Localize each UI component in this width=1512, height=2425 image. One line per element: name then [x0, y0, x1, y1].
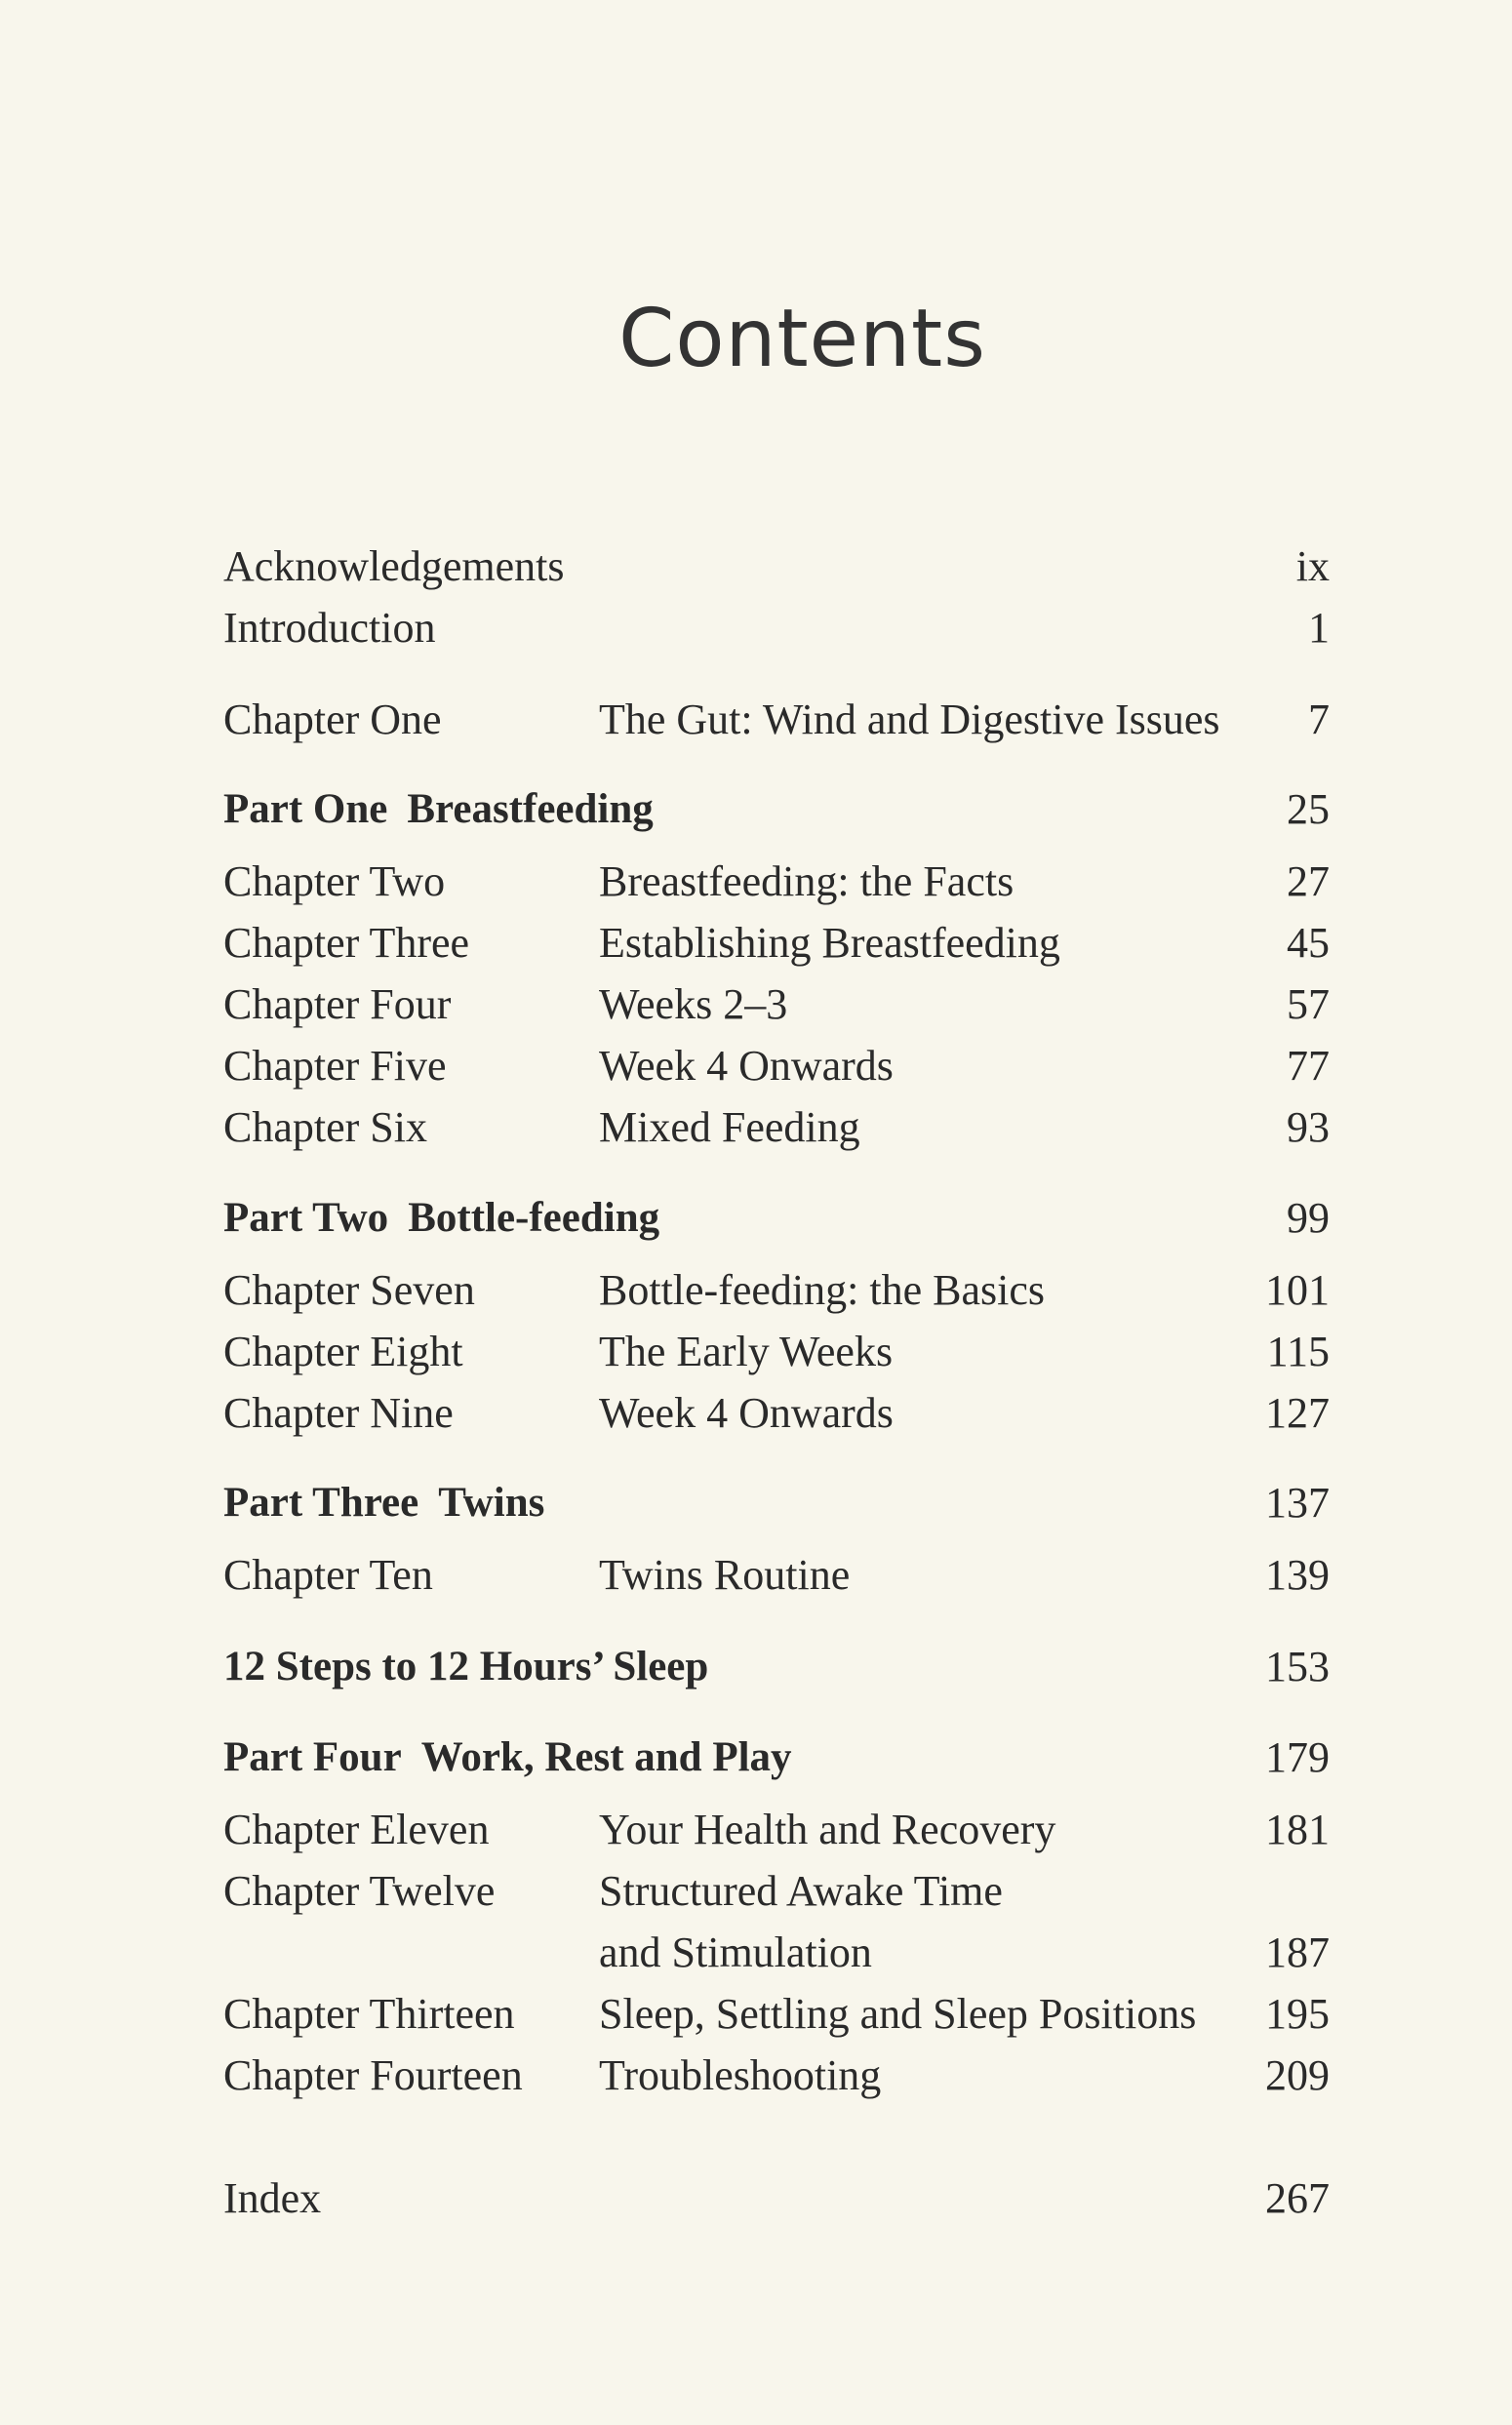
page-number: 1	[1308, 604, 1330, 652]
page-number: 93	[1287, 1103, 1330, 1151]
chapter-label: Chapter Eleven	[223, 1806, 490, 1853]
toc-entry-chapter-thirteen[interactable]	[223, 1985, 1330, 2044]
chapter-title-line2: and Stimulation	[599, 1928, 872, 1976]
chapter-title-line1: Structured Awake Time	[599, 1867, 1003, 1915]
toc-entry-acknowledgements[interactable]	[223, 537, 1330, 596]
part-heading	[223, 780, 654, 839]
part-heading	[223, 1189, 659, 1248]
toc-entry-chapter-twelve-cont[interactable]	[223, 1924, 1330, 1982]
toc-part-two[interactable]	[223, 1189, 1330, 1248]
chapter-title: Weeks 2–3	[599, 980, 788, 1028]
part-label: Part One	[223, 786, 388, 832]
toc-entry-chapter-two[interactable]	[223, 853, 1330, 911]
toc-entry-chapter-eight[interactable]	[223, 1323, 1330, 1381]
toc-entry-chapter-one[interactable]	[223, 691, 1330, 749]
section-heading: 12 Steps to 12 Hours’ Sleep	[223, 1644, 709, 1690]
page-number: 7	[1308, 696, 1330, 743]
entry-label: Introduction	[223, 604, 436, 652]
chapter-title: Week 4 Onwards	[599, 1042, 894, 1090]
page-number: 45	[1287, 919, 1330, 967]
chapter-title: Week 4 Onwards	[599, 1389, 894, 1437]
entry-label: Index	[223, 2174, 322, 2222]
part-label: Part Two	[223, 1195, 389, 1241]
part-title: Work, Rest and Play	[420, 1734, 792, 1780]
chapter-title: The Gut: Wind and Digestive Issues	[599, 696, 1220, 743]
chapter-label: Chapter Five	[223, 1042, 447, 1090]
part-label: Part Four	[223, 1734, 402, 1780]
chapter-label: Chapter Seven	[223, 1266, 475, 1314]
page-number: ix	[1295, 542, 1330, 590]
part-title: Bottle-feeding	[408, 1195, 660, 1241]
chapter-label: Chapter Twelve	[223, 1867, 496, 1915]
toc-entry-introduction[interactable]	[223, 599, 1330, 657]
chapter-label: Chapter One	[223, 696, 442, 743]
page-number: 127	[1265, 1389, 1330, 1437]
page-number: 187	[1265, 1928, 1330, 1976]
page-number: 137	[1265, 1479, 1330, 1527]
chapter-title: Sleep, Settling and Sleep Positions	[599, 1990, 1197, 2038]
toc-entry-chapter-eleven[interactable]	[223, 1801, 1330, 1859]
chapter-title: Mixed Feeding	[599, 1103, 860, 1151]
part-title: Breastfeeding	[407, 786, 654, 832]
page-number: 181	[1265, 1806, 1330, 1853]
page-number: 27	[1287, 857, 1330, 905]
chapter-title: Troubleshooting	[599, 2051, 882, 2099]
chapter-label: Chapter Four	[223, 980, 452, 1028]
chapter-title: Breastfeeding: the Facts	[599, 857, 1015, 905]
toc-entry-chapter-four[interactable]	[223, 975, 1330, 1034]
part-title: Twins	[438, 1480, 545, 1526]
chapter-title: Establishing Breastfeeding	[599, 919, 1060, 967]
chapter-title: Twins Routine	[599, 1551, 851, 1599]
toc-entry-chapter-fourteen[interactable]	[223, 2047, 1330, 2105]
page-number: 115	[1266, 1328, 1330, 1375]
toc-entry-12-steps[interactable]	[223, 1638, 1330, 1696]
part-label: Part Three	[223, 1480, 419, 1526]
chapter-label: Chapter Thirteen	[223, 1990, 515, 2038]
toc-entry-chapter-three[interactable]	[223, 914, 1330, 973]
toc-entry-chapter-ten[interactable]	[223, 1546, 1330, 1605]
part-heading	[223, 1729, 792, 1787]
chapter-title: Bottle-feeding: the Basics	[599, 1266, 1045, 1314]
chapter-label: Chapter Eight	[223, 1328, 463, 1375]
chapter-label: Chapter Two	[223, 857, 446, 905]
page-number: 99	[1287, 1194, 1330, 1242]
page-number: 57	[1287, 980, 1330, 1028]
toc-entry-chapter-nine[interactable]	[223, 1384, 1330, 1443]
toc-entry-chapter-twelve[interactable]	[223, 1862, 1330, 1921]
chapter-title: The Early Weeks	[599, 1328, 894, 1375]
page-number: 139	[1265, 1551, 1330, 1599]
page-number: 25	[1287, 785, 1330, 833]
chapter-label: Chapter Ten	[223, 1551, 433, 1599]
entry-label: Acknowledgements	[223, 542, 565, 590]
page-number: 77	[1287, 1042, 1330, 1090]
toc-part-four[interactable]	[223, 1729, 1330, 1787]
toc-entry-chapter-five[interactable]	[223, 1037, 1330, 1095]
chapter-label: Chapter Six	[223, 1103, 427, 1151]
page-number: 179	[1265, 1733, 1330, 1781]
chapter-label: Chapter Nine	[223, 1389, 454, 1437]
toc-entry-index[interactable]	[223, 2169, 1330, 2228]
page-number: 195	[1265, 1990, 1330, 2038]
page-number: 267	[1265, 2174, 1330, 2222]
chapter-label: Chapter Fourteen	[223, 2051, 523, 2099]
page-title: Contents	[618, 293, 986, 385]
part-heading	[223, 1474, 544, 1532]
chapter-label: Chapter Three	[223, 919, 470, 967]
toc-entry-chapter-seven[interactable]	[223, 1261, 1330, 1320]
chapter-title: Your Health and Recovery	[599, 1806, 1056, 1853]
toc-entry-chapter-six[interactable]	[223, 1098, 1330, 1157]
page-number: 153	[1265, 1643, 1330, 1690]
page-number: 209	[1265, 2051, 1330, 2099]
toc-part-one[interactable]	[223, 780, 1330, 839]
toc-part-three[interactable]	[223, 1474, 1330, 1532]
page-number: 101	[1265, 1266, 1330, 1314]
